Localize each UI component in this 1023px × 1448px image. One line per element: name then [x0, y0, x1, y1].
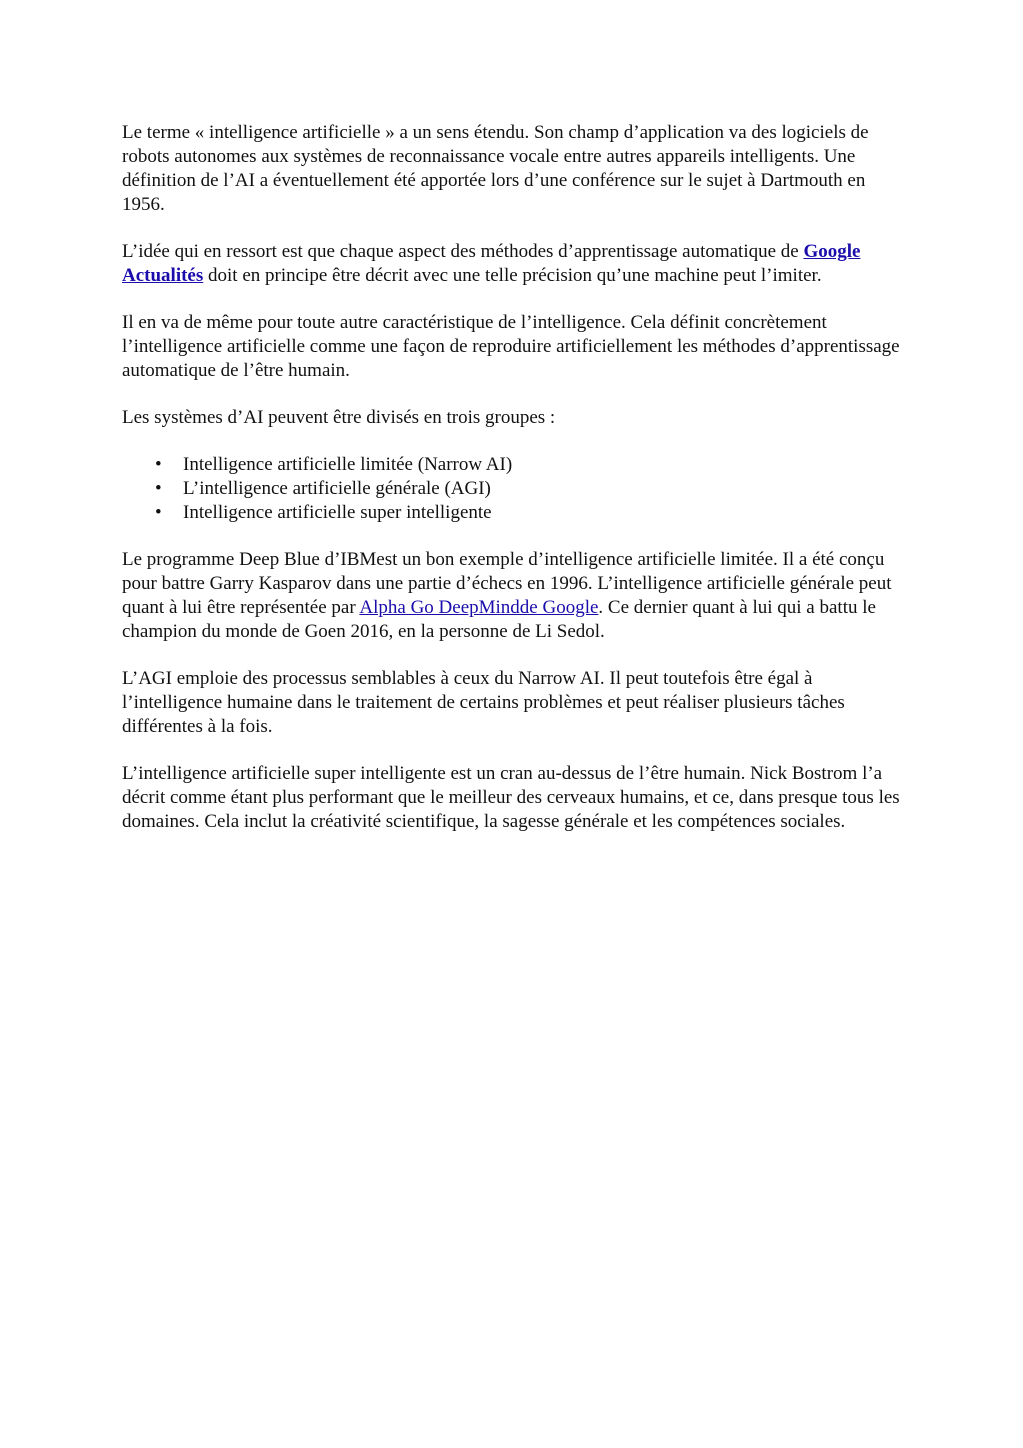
list-item-label: Intelligence artificielle limitée (Narrow AI) [183, 454, 513, 475]
bullet-icon: • [155, 478, 162, 499]
paragraph-idea-text-start: L’idée qui en ressort est que chaque aspect des méthodes d’apprentissage automatique de [122, 241, 804, 262]
paragraph-idea-text-end: doit en principe être décrit avec une telle précision qu’une machine peut l’imiter. [203, 265, 822, 286]
bullet-icon: • [155, 502, 162, 523]
list-item-label: Intelligence artificielle super intelligente [183, 502, 492, 523]
list-item [122, 453, 912, 477]
paragraph-deep-blue [122, 548, 912, 644]
ai-groups-list [122, 453, 912, 525]
paragraph-agi: L’AGI emploie des processus semblables à ceux du Narrow AI. Il peut toutefois être égal à l’intelligence humaine dans le traitement de certains problèmes et peut réaliser plusieurs tâches différentes à la fois. [122, 668, 845, 737]
paragraph-definition: Le terme « intelligence artificielle » a un sens étendu. Son champ d’application va des logiciels de robots autonomes aux systèmes de reconnaissance vocale entre autres appareils intelligents. Une définition de l’AI a éventuellement été apportée lors d’une conférence sur le sujet à Dartmouth en 1956. [122, 122, 869, 215]
list-item-label: L’intelligence artificielle générale (AGI) [183, 478, 491, 499]
paragraph-idea [122, 240, 912, 288]
paragraph-characteristics: Il en va de même pour toute autre caractéristique de l’intelligence. Cela définit concrètement l’intelligence artificielle comme une façon de reproduire artificiellement les méthodes d’apprentissage automatique de l’être humain. [122, 312, 900, 381]
paragraph-groups-intro: Les systèmes d’AI peuvent être divisés en trois groupes : [122, 407, 556, 428]
paragraph-deep-blue-text-start: Le programme Deep Blue d’IBMest un bon exemple d’intelligence artificielle limitée. Il a été conçu pour battre Garry Kasparov dans une partie d’échecs en 1996. L’intelligence artificielle générale peut quant à lui être représentée par [122, 549, 892, 618]
google-actualites-link[interactable]: Google Actualités [122, 241, 861, 286]
list-item [122, 501, 912, 525]
paragraph-super-intelligence: L’intelligence artificielle super intelligente est un cran au-dessus de l’être humain. Nick Bostrom l’a décrit comme étant plus performant que le meilleur des cerveaux humains, et ce, dans presque tous les domaines. Cela inclut la créativité scientifique, la sagesse générale et les compétences sociales. [122, 763, 900, 832]
document-body [122, 121, 912, 857]
paragraph-deep-blue-text-end: . Ce dernier quant à lui qui a battu le champion du monde de Goen 2016, en la personne de Li Sedol. [122, 597, 876, 642]
bullet-icon: • [155, 454, 162, 475]
alpha-go-deepmind-link[interactable]: Alpha Go DeepMindde Google [359, 597, 599, 618]
list-item [122, 477, 912, 501]
